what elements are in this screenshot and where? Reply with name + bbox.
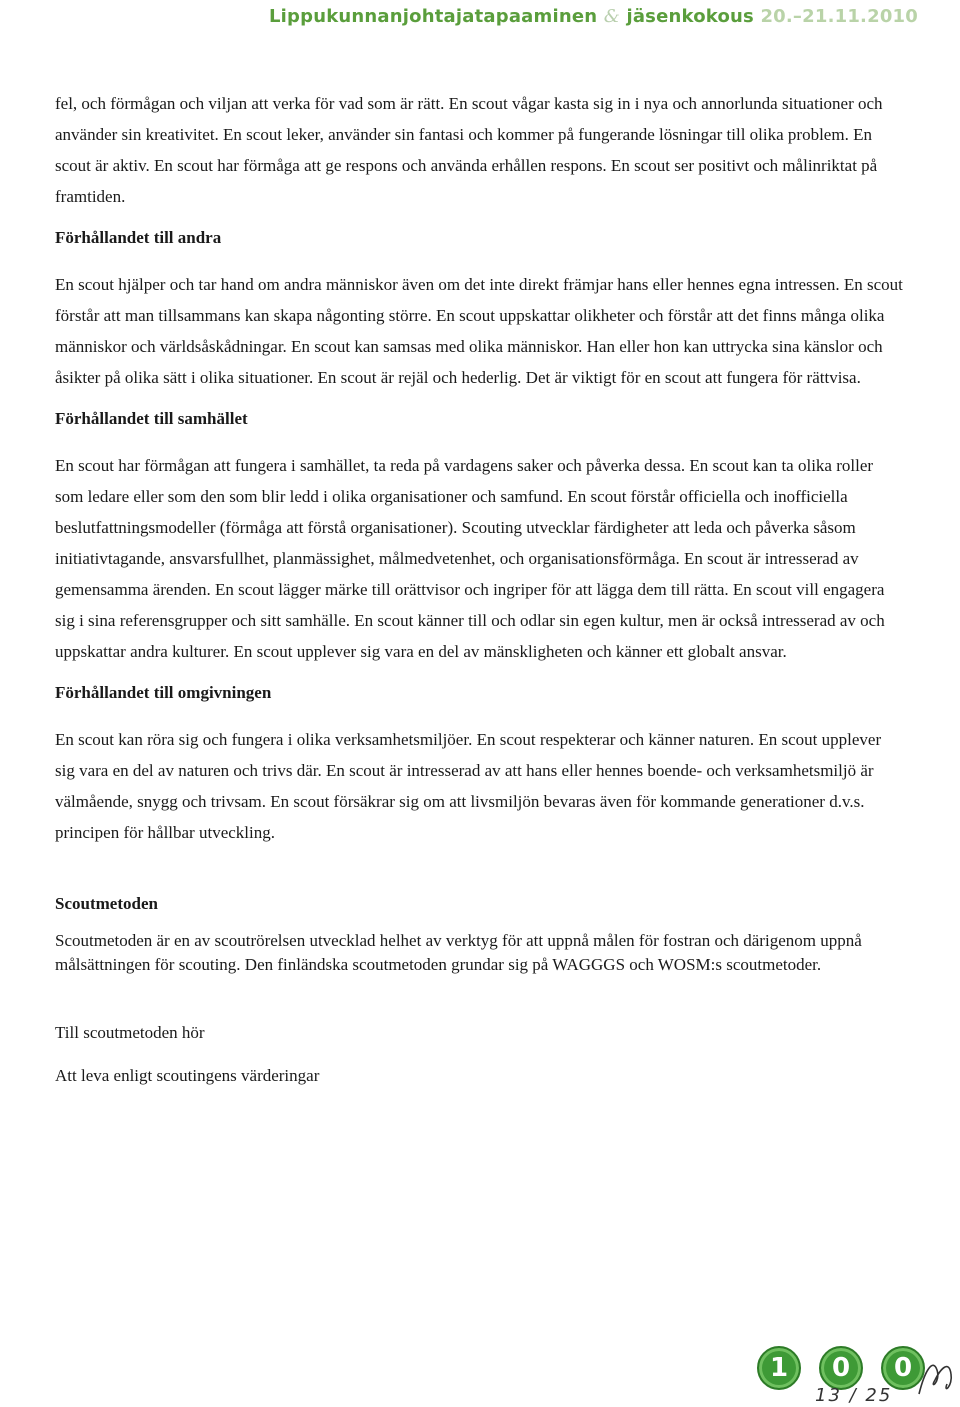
page-header <box>269 6 918 27</box>
document-body <box>55 88 905 1091</box>
section-text-samhallet: En scout har förmågan att fungera i samhället, ta reda på vardagens saker och påverka dessa. En scout kan ta olika roller som ledare eller som den som blir ledd i olika organisationer och samfund. En scout förstår officiella och inofficiella beslutfattningsmodeller (förmåga att förstå organisationer). Scouting utvecklar färdigheter att leda och påverka såsom initiativtagande, ansvarsfullhet, planmässighet, målmedvetenhet, och organisationsförmåga. En scout är intresserad av gemensamma ärenden. En scout lägger märke till orättvisor och ingriper för att lägga dem till rätta. En scout vill engagera sig i sina referensgrupper och sitt samhälle. En scout känner till och odlar sin egen kultur, men är också intresserad av och uppskattar andra kulturer. En scout upplever sig vara en del av mänskligheten och känner ett globalt ansvar. <box>55 456 885 661</box>
badge-digit-2: 0 <box>819 1346 863 1390</box>
signature-icon <box>915 1350 957 1402</box>
method-heading: Scoutmetoden <box>55 894 158 913</box>
section-text-andra: En scout hjälper och tar hand om andra människor även om det inte direkt främjar hans eller hennes egna intressen. En scout förstår att man tillsammans kan skapa någonting större. En scout uppskattar olikheter och förstår att det finns många olika människor och världsåskådningar. En scout kan samsas med olika människor. Han eller hon kan uttrycka sina känslor och åsikter på olika sätt i olika situationer. En scout är rejäl och hederlig. Det är viktigt för en scout att fungera för rättvisa. <box>55 275 903 387</box>
section-heading-samhallet: Förhållandet till samhället <box>55 409 248 428</box>
header-title-part1: Lippukunnanjohtajatapaaminen <box>268 6 598 27</box>
header-ampersand: & <box>603 6 620 27</box>
list-intro: Till scoutmetoden hör <box>55 1023 205 1042</box>
intro-paragraph: fel, och förmågan och viljan att verka för vad som är rätt. En scout vågar kasta sig in i nya och annorlunda situationer och använder sin kreativitet. En scout leker, använder sin fantasi och kommer på fungerande lösningar till olika problem. En scout är aktiv. En scout har förmåga att ge respons och använda erhållen respons. En scout ser positivt och målinriktat på framtiden. <box>55 94 883 206</box>
badge-digit-1: 1 <box>757 1346 801 1390</box>
header-title-part2: jäsenkokous <box>626 6 754 27</box>
section-heading-omgivningen: Förhållandet till omgivningen <box>55 683 272 702</box>
list-item-1: Att leva enligt scoutingens värderingar <box>55 1066 320 1085</box>
header-date: 20.–21.11.2010 <box>760 6 918 27</box>
section-text-omgivningen: En scout kan röra sig och fungera i olika verksamhetsmiljöer. En scout respekterar och känner naturen. En scout upplever sig vara en del av naturen och trivs där. En scout är intresserad av att hans eller hennes boende- och verksamhetsmiljö är välmående, snygg och trivsam. En scout försäkrar sig om att livsmiljön bevaras även för kommande generationer d.v.s. principen för hållbar utveckling. <box>55 730 882 842</box>
badge-digit-3: 0 <box>881 1346 925 1390</box>
handwritten-page-number: 13 / 25 <box>815 1385 893 1406</box>
method-text: Scoutmetoden är en av scoutrörelsen utvecklad helhet av verktyg för att uppnå målen för fostran och därigenom uppnå målsättningen för scouting. Den finländska scoutmetoden grundar sig på WAGGGS och WOSM:s scoutmetoder. <box>55 931 862 974</box>
section-heading-andra: Förhållandet till andra <box>55 228 222 247</box>
